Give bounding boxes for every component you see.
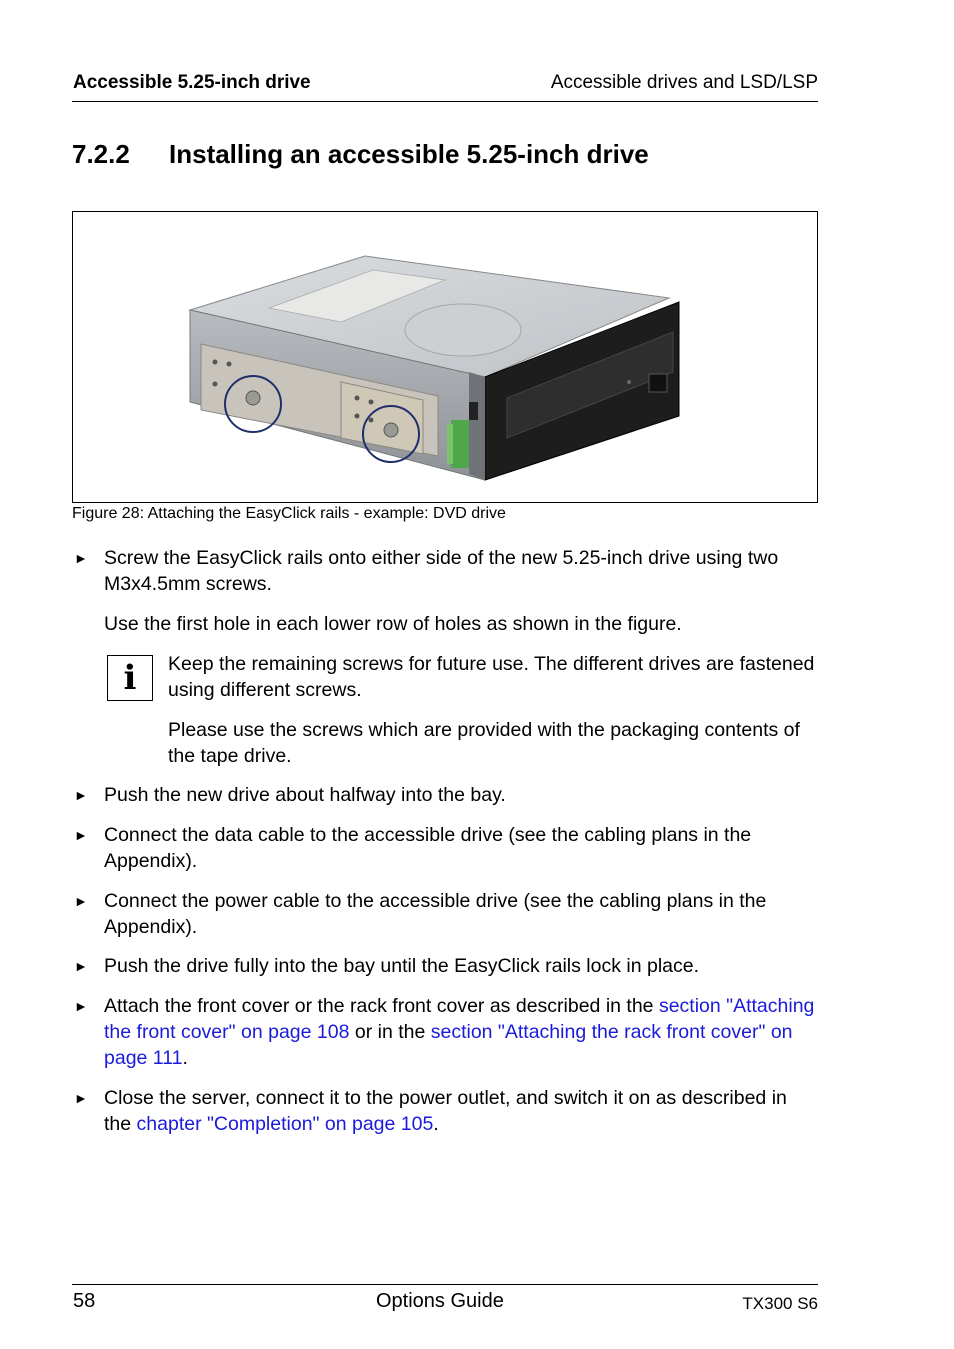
step-text: or in the [349, 1021, 431, 1043]
bullet-arrow: ► [74, 1090, 88, 1106]
info-text-2: Please use the screws which are provided with the packaging contents of the tape drive. [168, 719, 800, 767]
bullet-arrow: ► [74, 827, 88, 843]
step-screw-rails: Screw the EasyClick rails onto either side of the new 5.25-inch drive using two M3x4.5mm screws. [104, 547, 779, 595]
step-data-cable: Connect the data cable to the accessible drive (see the cabling plans in the Appendix). [104, 824, 752, 872]
step-close-server [104, 1085, 818, 1137]
step-text: . [433, 1113, 439, 1135]
bullet-arrow: ► [74, 893, 88, 909]
step-text: Attach the front cover or the rack front cover as described in the [104, 995, 659, 1017]
header-rule [72, 101, 818, 102]
link-rack-front-cover[interactable]: section "Attaching the rack front cover" on page 111 [104, 1021, 793, 1069]
figure-caption: Figure 28: Attaching the EasyClick rails - example: DVD drive [72, 505, 506, 522]
step-hole-note: Use the first hole in each lower row of holes as shown in the figure. [104, 613, 682, 635]
section-title: Installing an accessible 5.25-inch drive [169, 139, 649, 169]
page-number: 58 [73, 1290, 96, 1312]
info-text-1: Keep the remaining screws for future use. The different drives are fastened using different screws. [168, 653, 815, 701]
section-number: 7.2.2 [72, 139, 130, 169]
footer-title: Options Guide [376, 1290, 504, 1312]
dvd-drive-illustration [73, 212, 817, 502]
step-push-fully: Push the drive fully into the bay until the EasyClick rails lock in place. [104, 955, 700, 977]
figure-frame [72, 211, 818, 503]
info-icon: i [107, 655, 153, 701]
step-power-cable: Connect the power cable to the accessible drive (see the cabling plans in the Appendix). [104, 890, 767, 938]
bullet-arrow: ► [74, 787, 88, 803]
footer-rule [72, 1284, 818, 1285]
running-header-right: Accessible drives and LSD/LSP [550, 72, 818, 93]
link-front-cover[interactable]: section "Attaching the front cover" on page 108 [104, 995, 815, 1043]
step-text: Close the server, connect it to the power outlet, and switch it on as described in the [104, 1087, 787, 1135]
step-front-cover [104, 993, 818, 1071]
step-push-halfway: Push the new drive about halfway into the bay. [104, 784, 506, 806]
running-header-left: Accessible 5.25-inch drive [73, 72, 311, 93]
link-completion[interactable]: chapter "Completion" on page 105 [136, 1113, 434, 1135]
step-text: . [182, 1047, 188, 1069]
footer-product: TX300 S6 [742, 1294, 818, 1313]
section-heading [72, 139, 649, 170]
bullet-arrow: ► [74, 550, 88, 566]
bullet-arrow: ► [74, 998, 88, 1014]
bullet-arrow: ► [74, 958, 88, 974]
